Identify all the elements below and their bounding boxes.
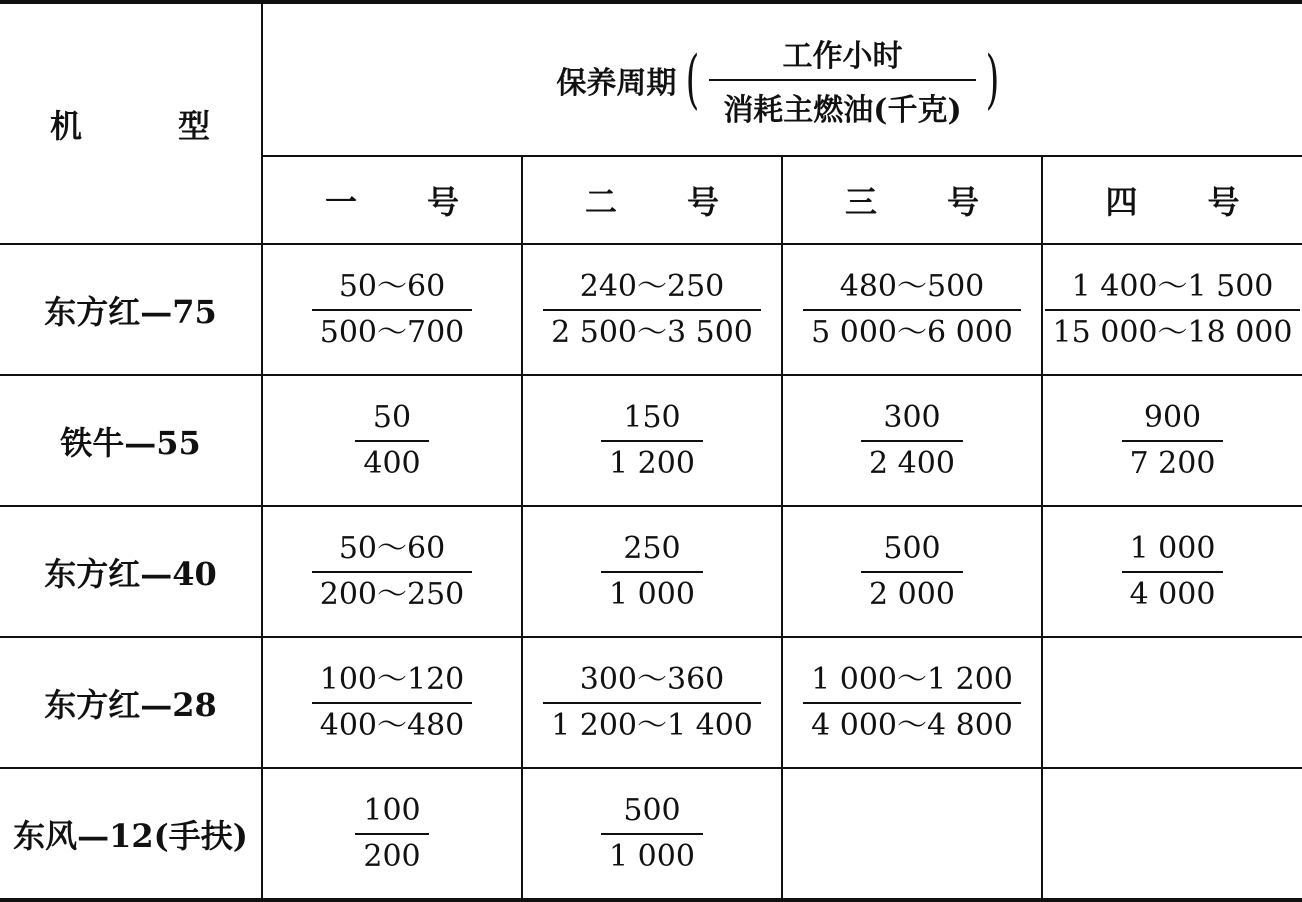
model-cell: 东风—12(手扶) xyxy=(0,768,262,900)
table-row xyxy=(0,637,1302,768)
data-cell: $\frac{500}{2 000}$ xyxy=(782,506,1042,637)
data-cell: $\frac{50\sim 60}{200\sim 250}$ xyxy=(262,506,522,637)
data-cell: $\frac{150}{1 200}$ xyxy=(522,375,782,506)
data-cell: $\frac{1 000\sim 1 200}{4 000\sim 4 800}$ xyxy=(782,637,1042,768)
level-header-3: 三 号 xyxy=(782,156,1042,244)
data-cell: $\frac{50}{400}$ xyxy=(262,375,522,506)
data-cell: $\frac{100}{200}$ xyxy=(262,768,522,900)
period-header xyxy=(556,31,1008,129)
data-cell: $\frac{300}{2 400}$ xyxy=(782,375,1042,506)
model-cell: 铁牛—55 xyxy=(0,375,262,506)
data-cell: $\frac{250}{1 000}$ xyxy=(522,506,782,637)
model-cell: 东方红—28 xyxy=(0,637,262,768)
data-cell: $\frac{1 000}{4 000}$ xyxy=(1042,506,1302,637)
data-cell: $\frac{50\sim 60}{500\sim 700}$ xyxy=(262,244,522,375)
model-cell: 东方红—75 xyxy=(0,244,262,375)
period-fraction xyxy=(709,31,975,129)
data-cell: $\frac{480\sim 500}{5 000\sim 6 000}$ xyxy=(782,244,1042,375)
model-header-cell xyxy=(0,2,262,244)
table-row xyxy=(0,768,1302,900)
period-fraction-denominator: 消耗主燃油(千克) xyxy=(709,79,975,129)
data-cell: $\frac{100\sim 120}{400\sim 480}$ xyxy=(262,637,522,768)
table-row xyxy=(0,375,1302,506)
paren-open: ( xyxy=(685,42,700,117)
model-header: 机 型 xyxy=(49,106,212,145)
data-cell: $\frac{240\sim 250}{2 500\sim 3 500}$ xyxy=(522,244,782,375)
data-cell: $\frac{300\sim 360}{1 200\sim 1 400}$ xyxy=(522,637,782,768)
level-header-4: 四 号 xyxy=(1042,156,1302,244)
paren-close: ) xyxy=(985,42,1000,117)
model-cell: 东方红—40 xyxy=(0,506,262,637)
empty-cell xyxy=(1042,637,1302,768)
data-cell: $\frac{500}{1 000}$ xyxy=(522,768,782,900)
level-header-2: 二 号 xyxy=(522,156,782,244)
data-cell: $\frac{1 400\sim 1 500}{15 000\sim 18 000}$ xyxy=(1042,244,1302,375)
empty-cell xyxy=(782,768,1042,900)
empty-cell xyxy=(1042,768,1302,900)
period-fraction-numerator: 工作小时 xyxy=(782,38,903,74)
data-cell: $\frac{900}{7 200}$ xyxy=(1042,375,1302,506)
table-row xyxy=(0,244,1302,375)
level-header-1: 一 号 xyxy=(262,156,522,244)
period-label: 保养周期 xyxy=(556,65,677,101)
period-header-cell xyxy=(262,2,1302,156)
table-row xyxy=(0,506,1302,637)
